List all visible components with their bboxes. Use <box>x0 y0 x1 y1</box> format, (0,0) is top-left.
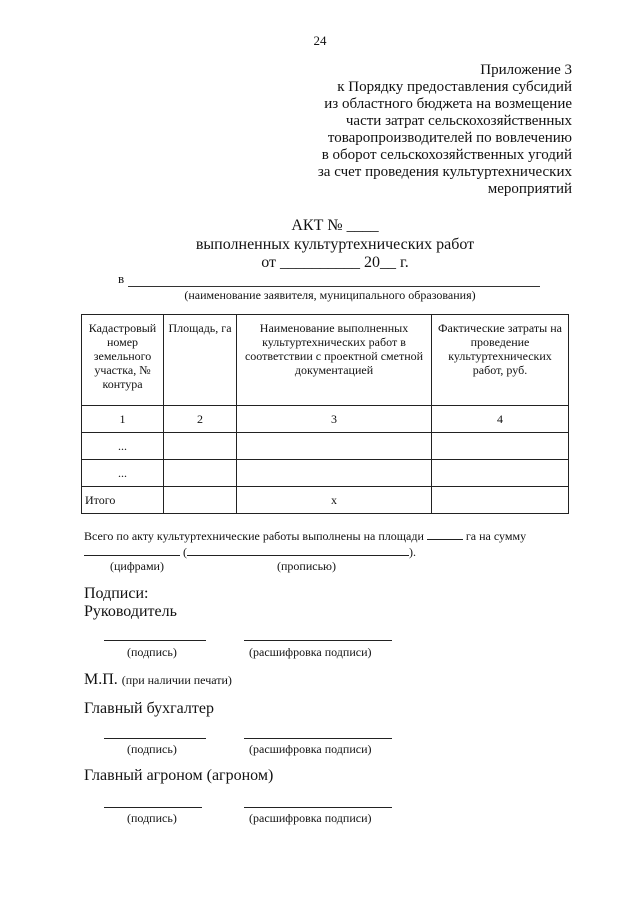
table-cell <box>164 460 237 487</box>
summary-line-2 <box>84 544 574 560</box>
caption-decoding: (расшифровка подписи) <box>249 811 372 825</box>
header-works: Наименование выполненных культуртехнических работ в соответствии с проектной сметной документацией <box>237 315 432 406</box>
table-cell <box>237 433 432 460</box>
signatures-heading: Подписи: <box>84 585 149 602</box>
area-blank <box>427 528 463 540</box>
column-number: 3 <box>237 406 432 433</box>
summary-line-1 <box>84 528 574 544</box>
table-cell: ... <box>82 460 164 487</box>
appendix-line: к Порядку предоставления субсидий <box>337 79 572 95</box>
summary-text: га на сумму <box>465 529 527 543</box>
agronomist-signature-line <box>104 807 202 808</box>
table-cell <box>432 460 569 487</box>
appendix-line: в оборот сельскохозяйственных угодий <box>321 147 572 163</box>
agronomist-decoding-line <box>244 807 392 808</box>
applicant-line <box>128 286 540 287</box>
caption-decoding: (расшифровка подписи) <box>249 645 372 659</box>
stamp-note: (при наличии печати) <box>121 673 232 687</box>
header-area: Площадь, га <box>164 315 237 406</box>
summary-block <box>84 528 574 560</box>
column-numbers-row <box>82 406 569 433</box>
header-costs: Фактические затраты на проведение культуртехнических работ, руб. <box>432 315 569 406</box>
act-subtitle: выполненных культуртехнических работ <box>195 236 475 253</box>
appendix-line: за счет проведения культуртехнических <box>317 164 572 180</box>
total-row <box>82 487 569 514</box>
appendix-block <box>232 62 572 198</box>
caption-digits: (цифрами) <box>110 559 164 573</box>
table-cell: ... <box>82 433 164 460</box>
summary-text: Всего по акту культуртехнические работы выполнены на площади <box>84 529 424 543</box>
in-label: в <box>118 271 125 286</box>
page-number: 24 <box>313 33 327 48</box>
appendix-line: товаропроизводителей по вовлечению <box>327 130 572 146</box>
agronomist-title: Главный агроном (агроном) <box>84 767 274 784</box>
stamp-label: М.П. <box>84 671 118 688</box>
caption-signature: (подпись) <box>127 645 177 659</box>
stamp-block <box>84 671 232 689</box>
accountant-decoding-line <box>244 738 392 739</box>
appendix-line: части затрат сельскохозяйственных <box>345 113 572 129</box>
column-number: 1 <box>82 406 164 433</box>
caption-signature: (подпись) <box>127 811 177 825</box>
table-cell <box>432 487 569 514</box>
works-table <box>81 314 569 514</box>
director-decoding-line <box>244 640 392 641</box>
table-cell <box>164 487 237 514</box>
appendix-line: Приложение 3 <box>480 62 572 78</box>
director-signature-line <box>104 640 206 641</box>
summary-text: ( <box>183 545 187 559</box>
table-cell <box>432 433 569 460</box>
total-works-mark: х <box>237 487 432 514</box>
table-cell <box>237 460 432 487</box>
caption-decoding: (расшифровка подписи) <box>249 742 372 756</box>
accountant-signature-line <box>104 738 206 739</box>
summary-text: ). <box>409 545 416 559</box>
act-title: АКТ № ____ <box>291 217 379 234</box>
appendix-line: мероприятий <box>487 181 572 197</box>
column-number: 2 <box>164 406 237 433</box>
sum-words-blank <box>187 544 409 556</box>
table-row <box>82 460 569 487</box>
appendix-line: из областного бюджета на возмещение <box>324 96 572 112</box>
header-cadastral: Кадастровый номер земельного участка, № контура <box>82 315 164 406</box>
table-row <box>82 433 569 460</box>
total-label: Итого <box>82 487 164 514</box>
column-number: 4 <box>432 406 569 433</box>
caption-words: (прописью) <box>277 559 337 573</box>
act-date: от __________ 20__ г. <box>261 254 409 271</box>
applicant-caption: (наименование заявителя, муниципального образования) <box>184 288 476 302</box>
table-cell <box>164 433 237 460</box>
accountant-title: Главный бухгалтер <box>84 700 214 717</box>
sum-digits-blank <box>84 544 180 556</box>
director-title: Руководитель <box>84 603 177 620</box>
caption-signature: (подпись) <box>127 742 177 756</box>
table-header-row <box>82 315 569 406</box>
